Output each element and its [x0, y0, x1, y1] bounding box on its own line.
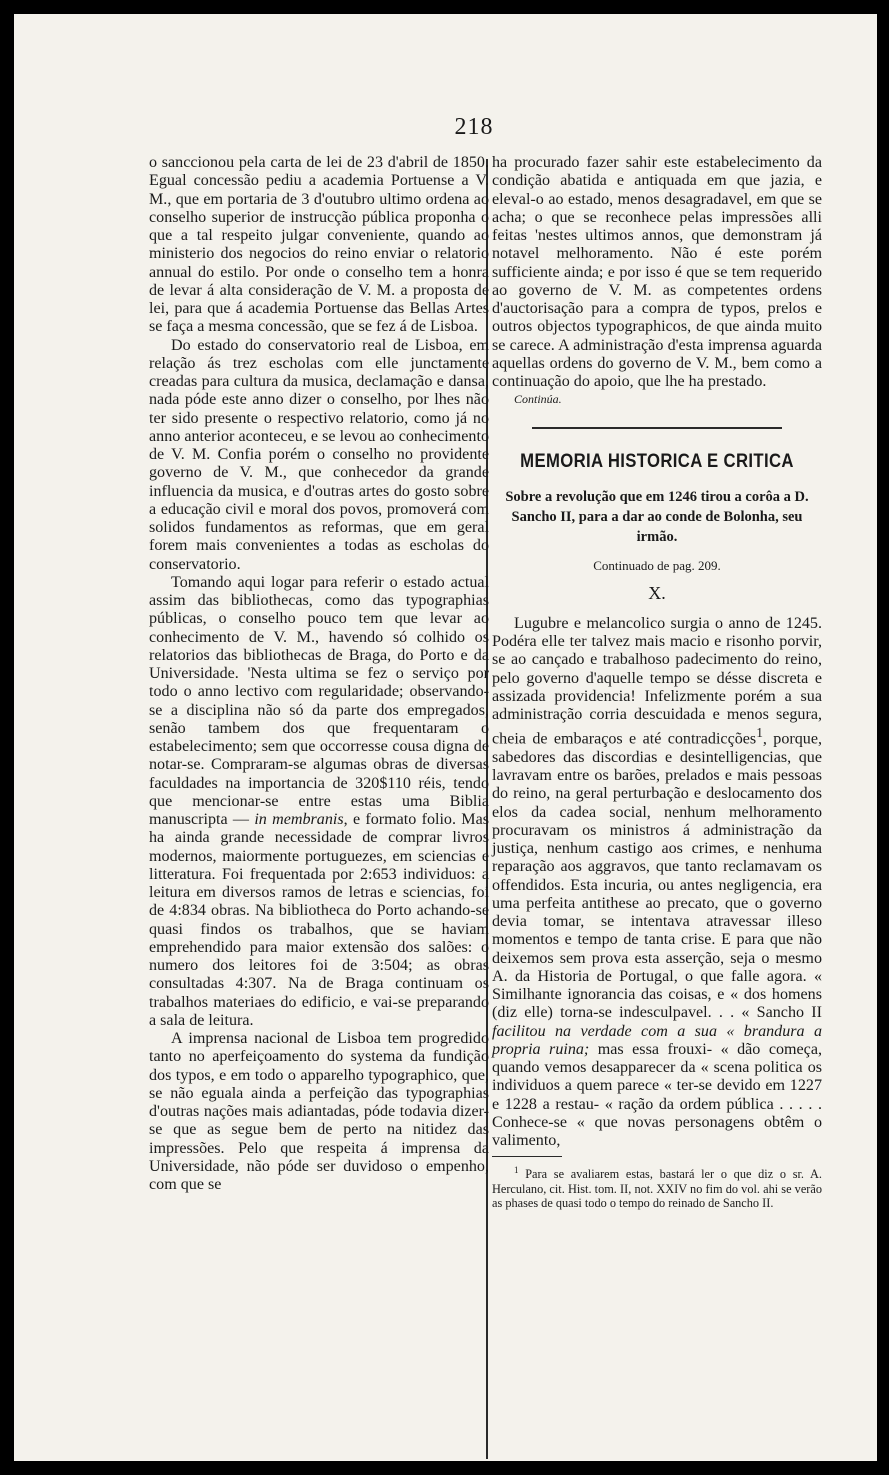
- chapter-number: X.: [648, 582, 666, 603]
- footnote-text: Para se avaliarem estas, bastará ler o que diz o sr. A. Herculano, cit. Hist. tom. II, not. XXIV no fim do vol. ahi se verão as phases de quasi todo o tempo do reinado de Sancho II.: [492, 1167, 822, 1211]
- paragraph: ha procurado fazer sahir este estabelecimento da condição abatida e antiquada em que jazia, e eleval-o ao estado, menos desagradavel, em que se acha; o que se reconhece pelas impressões alli feitas 'nestes ultimos annos, que demonstram já notavel melhoramento. Não é este porém sufficiente ainda; e por isso é que se tem requerido ao governo de V. M. as competentes ordens d'auctorisação para a compra de typos, prelos e outros objectos typographicos, de que ainda muito se carece. A administração d'esta imprensa aguarda aquellas ordens do governo de V. M., bem como a continuação do apoio, que lhe ha prestado.: [492, 154, 822, 390]
- paragraph-text: Tomando aqui logar para referir o estado actual assim das bibliothecas, como das typographias públicas, o conselho pouco tem que levar ao conhecimento de V. M., havendo só colhido os relatorios das bibliothecas de Braga, do Porto e da Universidade. 'Nesta ultima se fez o serviço por todo o anno lectivo com regularidade; observando-se a disciplina não só da parte dos empregados, senão tambem dos que frequentaram o estabelecimento; sem que occorresse cousa digna de notar-se. Compraram-se algumas obras de diversas faculdades na importancia de 320$110 réis, tendo que mencionar-se entre estas uma Biblia manuscripta —: [149, 573, 489, 828]
- right-column: [492, 154, 822, 1211]
- continua-label: Continúa.: [514, 392, 562, 407]
- section-subtitle: Sobre a revolução que em 1246 tirou a corôa a D. Sancho II, para a dar ao conde de Bolonha, seu irmão.: [505, 488, 809, 545]
- paragraph: Do estado do conservatorio real de Lisboa, em relação ás trez escholas com elle junctamente creadas para cultura da musica, declamação e dansa, nada póde este anno dizer o conselho, por lhes não ter sido presente o respectivo relatorio, como já no anno anterior aconteceu, e se levou ao conhecimento de V. M. Confia porém o conselho no providente governo de V. M., que conhecedor da grande influencia da musica, e d'outras artes do gosto sobre a educação civil e moral dos povos, promoverá com solidos fundamentos as reformas, que em geral forem mais convenientes a todas as escholas do conservatorio.: [149, 336, 489, 573]
- paragraph: [492, 615, 822, 1151]
- paragraph-text: Lugubre e melancolico surgia o anno de 1245. Podéra elle ter talvez mais macio e risonho porvir, se ao cançado e trabalhoso padecimento do reino, pelo governo d'aquelle tempo se désse discreta e assizada providencia! Infelizmente porém a sua administração corria descuidada e menos segura, cheia de embaraços e até contradicções: [492, 614, 822, 748]
- footnote-divider: [492, 1156, 562, 1157]
- italic-quote: facilitou na verdade com a sua « brandura a propria ruina;: [492, 1022, 822, 1058]
- paragraph: o sanccionou pela carta de lei de 23 d'abril de 1850. Egual concessão pediu a academia Portuense a V. M., que em portaria de 3 d'outubro ultimo ordena ao conselho superior de instrucção pública proponha o que a tal respeito julgar conveniente, quando ao ministerio dos negocios do reino enviar o relatorio annual do estilo. Por onde o conselho tem a honra de levar á alta consideração de V. M. a proposta de lei, para que á academia Portuense das Bellas Artes se faça a mesma concessão, que se fez á de Lisboa.: [149, 154, 489, 336]
- paragraph-text: mas essa frouxi- « dão começa, quando vemos desapparecer da « scena politica os individuos a quem parece « ter-se devido em 1227 e 1228 a restau- « ração da ordem pública . . . . . Conhece-se « que novas personagens obtêm o valimento,: [492, 1040, 822, 1150]
- footnote: [492, 1163, 822, 1211]
- footnote-ref: 1: [756, 725, 763, 741]
- continued-from: Continuado de pag. 209.: [593, 557, 721, 573]
- paragraph: [149, 574, 489, 1030]
- left-column: [149, 154, 489, 1194]
- paragraph-text: , e formato folio. Mas ha ainda grande necessidade de comprar livros modernos, maiormente portuguezes, em sciencias e litteratura. Foi frequentada por 2:653 individuos: a leitura em diversos ramos de letras e sciencias, foi de 4:834 obras. Na bibliotheca do Porto achando-se quasi findos os trabalhos, que se haviam emprehendido para maior extensão dos salões: o numero dos leitores foi de 3:504; as obras consultadas 4:307. Na de Braga continuam os trabalhos materiaes do edificio, e vai-se preparando a sala de leitura.: [149, 811, 489, 1029]
- newspaper-page: [14, 14, 877, 1461]
- paragraph-text: , porque, sabedores das discordias e desintelligencias, que lavravam entre os barões, prelados e mais pessoas do reino, na geral perturbação e deslocamento dos elos da cadea social, nenhum melhoramento procuravam os ministros á administração da justiça, nenhum castigo aos crimes, e nenhuma reparação aos aggravos, que tanto reclamavam os offendidos. Esta incuria, ou antes negligencia, era uma perfeita antithese ao precato, que o governo devia tomar, se intentava atravessar illeso momentos e tempo de tanta crise. E para que não deixemos sem prova esta asserção, seja o mesmo A. da Historia de Portugal, o que falle agora. « Similhante ignorancia das coisas, e « dos homens (diz elle) torna-se indesculpavel. . . « Sancho II: [492, 730, 822, 1022]
- page-number: 218: [454, 114, 494, 140]
- section-divider: [532, 427, 782, 429]
- section-title: MEMORIA HISTORICA E CRITICA: [520, 450, 794, 472]
- footnote-number: 1: [514, 1165, 519, 1176]
- paragraph: A imprensa nacional de Lisboa tem progredido tanto no aperfeiçoamento do systema da fundição dos typos, e em todo o apparelho typographico, que, se não eguala ainda a perfeição das typographias d'outras nações mais adiantadas, póde todavia dizer-se que as segue bem de perto na nitidez das impressões. Pelo que respeita á imprensa da Universidade, não póde ser duvidoso o empenho, com que se: [149, 1030, 489, 1193]
- italic-latin: in membranis: [254, 811, 344, 828]
